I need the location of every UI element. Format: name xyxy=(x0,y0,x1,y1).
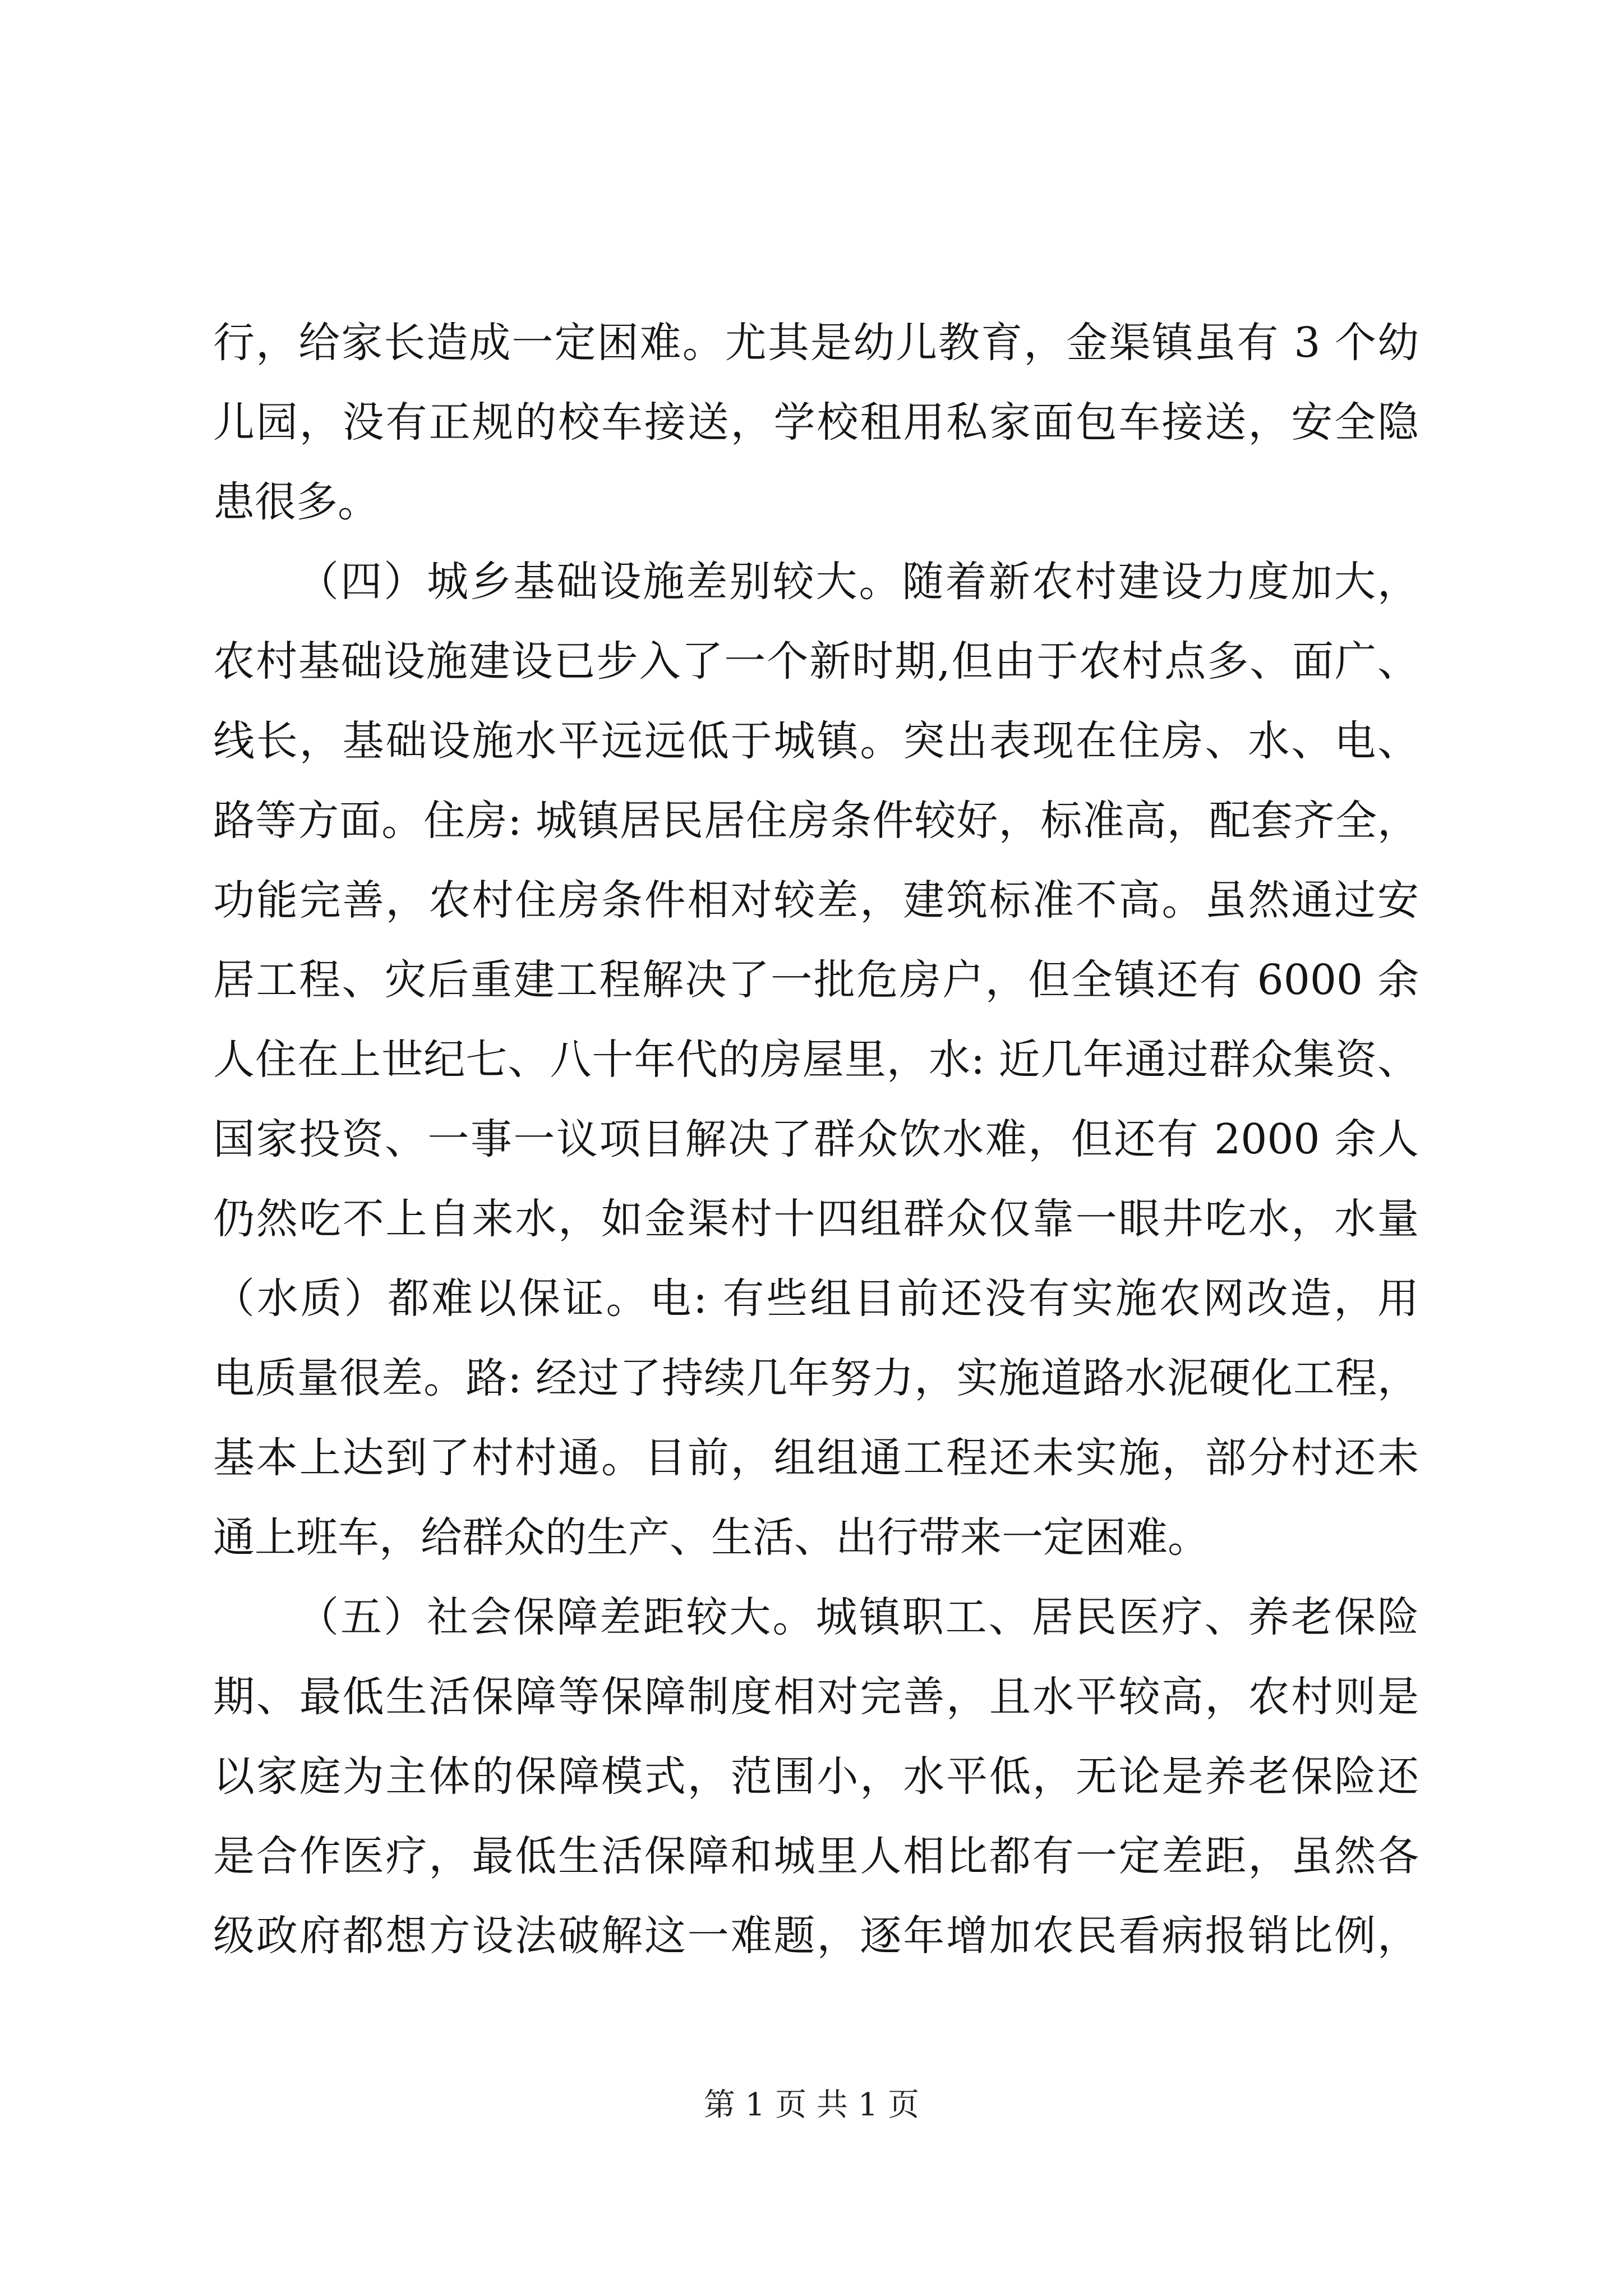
paragraph xyxy=(213,303,1419,542)
text-line: 人住在上世纪七、八十年代的房屋里，水: 近几年通过群众集资、 xyxy=(213,1036,1419,1084)
text-line: 以家庭为主体的保障模式，范围小，水平低，无论是养老保险还 xyxy=(213,1752,1419,1801)
text-line: （五）社会保障差距较大。城镇职工、居民医疗、养老保险 xyxy=(297,1593,1419,1641)
text-line: 线长，基础设施水平远远低于城镇。突出表现在住房、水、电、 xyxy=(213,717,1419,765)
text-line: 路等方面。住房: 城镇居民居住房条件较好，标准高，配套齐全， xyxy=(213,797,1419,845)
text-line: 功能完善，农村住房条件相对较差，建筑标准不高。虽然通过安 xyxy=(213,876,1419,924)
paragraph xyxy=(213,542,1419,1577)
text-line: 国家投资、一事一议项目解决了群众饮水难，但还有 2000 余人 xyxy=(213,1115,1419,1163)
text-line: 居工程、灾后重建工程解决了一批危房户，但全镇还有 6000 余 xyxy=(213,956,1419,1004)
paragraph xyxy=(213,1577,1419,1976)
document-body xyxy=(213,303,1419,1976)
text-line: 是合作医疗，最低生活保障和城里人相比都有一定差距，虽然各 xyxy=(213,1832,1419,1880)
text-line: 基本上达到了村村通。目前，组组通工程还未实施，部分村还未 xyxy=(213,1434,1419,1482)
text-line: 行，给家长造成一定困难。尤其是幼儿教育，金渠镇虽有 3 个幼 xyxy=(213,319,1419,367)
text-line: （水质）都难以保证。电: 有些组目前还没有实施农网改造，用 xyxy=(213,1274,1419,1323)
text-line: 通上班车，给群众的生产、生活、出行带来一定困难。 xyxy=(213,1513,1209,1562)
text-line: 电质量很差。路: 经过了持续几年努力，实施道路水泥硬化工程， xyxy=(213,1354,1419,1402)
text-line: 仍然吃不上自来水，如金渠村十四组群众仅靠一眼井吃水，水量 xyxy=(213,1195,1419,1243)
text-line: 级政府都想方设法破解这一难题，逐年增加农民看病报销比例， xyxy=(213,1912,1419,1960)
text-line: 期、最低生活保障等保障制度相对完善，且水平较高，农村则是 xyxy=(213,1673,1419,1721)
text-line: 儿园，没有正规的校车接送，学校租用私家面包车接送，安全隐 xyxy=(213,398,1419,447)
page-footer: 第 1 页 共 1 页 xyxy=(703,2087,920,2123)
text-line: 农村基础设施建设已步入了一个新时期,但由于农村点多、面广、 xyxy=(213,637,1419,685)
text-line: 患很多。 xyxy=(213,478,379,526)
text-line: （四）城乡基础设施差别较大。随着新农村建设力度加大， xyxy=(297,558,1419,606)
